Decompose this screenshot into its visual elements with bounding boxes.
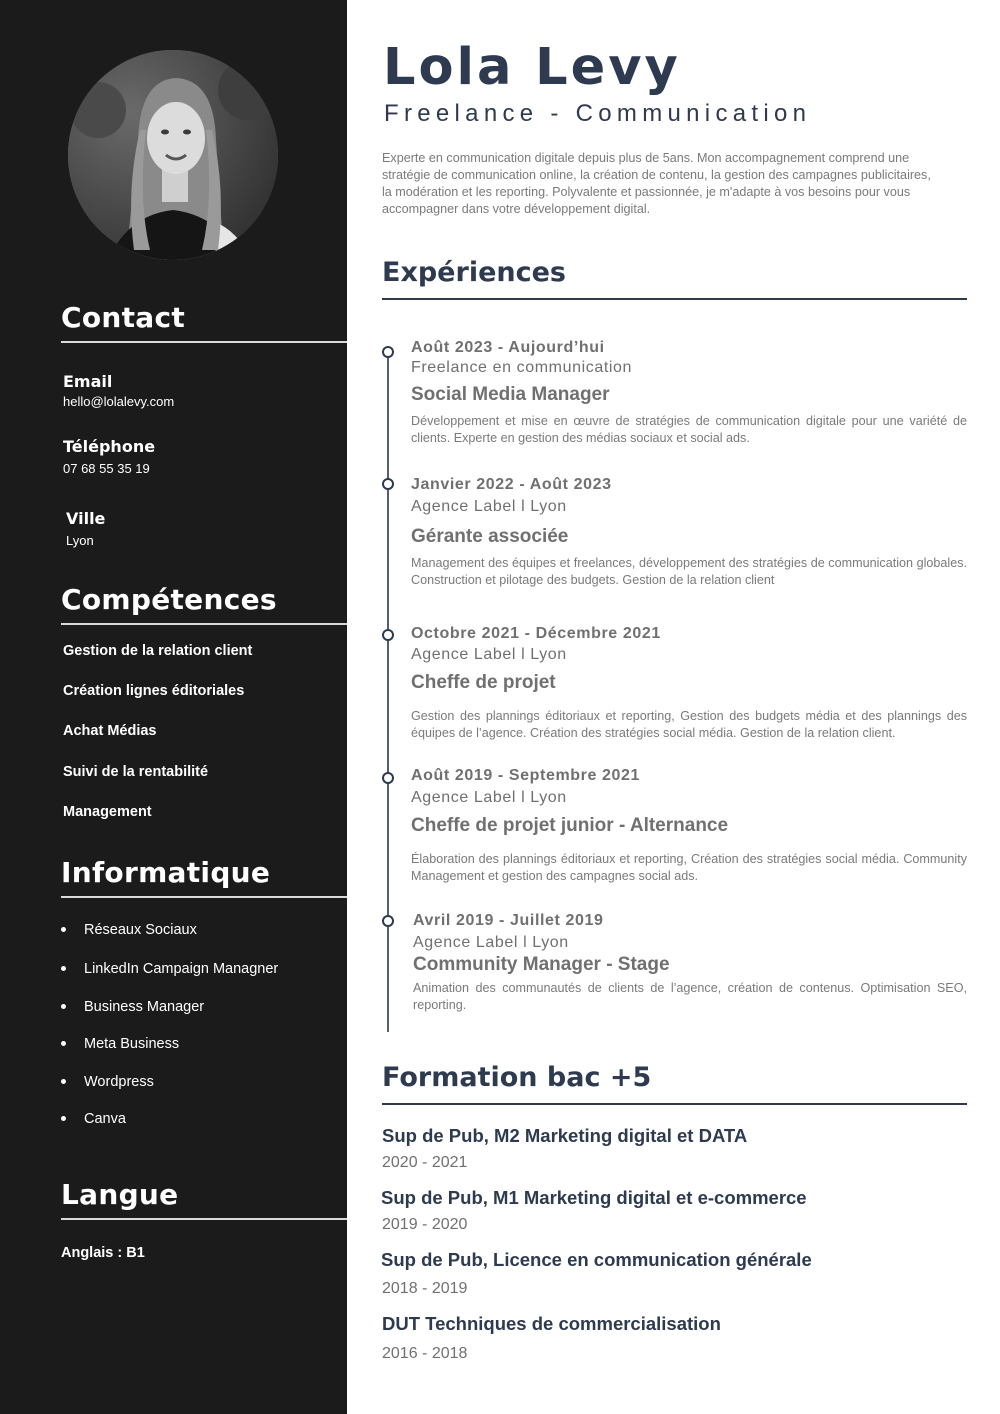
candidate-subtitle: Freelance - Communication	[384, 100, 812, 127]
it-list-item	[61, 999, 204, 1015]
experience-item	[411, 625, 967, 742]
experience-company: Agence Label l Lyon	[411, 789, 567, 806]
timeline-dot-icon	[382, 346, 394, 358]
bullet-icon	[61, 1079, 66, 1084]
timeline-dot-icon	[382, 772, 394, 784]
experience-date: Août 2023 - Aujourd’hui	[411, 339, 605, 356]
bullet-icon	[61, 1116, 66, 1121]
timeline-dot-icon	[382, 629, 394, 641]
experience-item	[411, 767, 967, 885]
profile-photo-image	[68, 50, 278, 260]
education-degree: Sup de Pub, M1 Marketing digital et e-commerce	[381, 1187, 807, 1208]
it-title: Informatique	[61, 856, 271, 889]
experience-role: Social Media Manager	[411, 384, 610, 405]
experience-company: Freelance en communication	[411, 359, 633, 376]
it-item-label: Réseaux Sociaux	[84, 922, 197, 938]
it-item-label: Meta Business	[84, 1036, 180, 1052]
city-label: Ville	[66, 509, 106, 528]
phone-label: Téléphone	[63, 437, 156, 456]
it-list-item	[61, 1074, 154, 1090]
education-degree: Sup de Pub, Licence en communication générale	[381, 1249, 812, 1270]
contact-divider	[61, 341, 347, 343]
experience-role: Gérante associée	[411, 526, 569, 547]
experience-company: Agence Label l Lyon	[413, 934, 569, 951]
experience-role: Community Manager - Stage	[413, 954, 670, 975]
candidate-name: Lola Levy	[383, 38, 681, 97]
education-years: 2016 - 2018	[382, 1345, 468, 1362]
it-list-item	[61, 961, 278, 977]
experience-item	[413, 912, 967, 1014]
bullet-icon	[61, 1041, 66, 1046]
language-title: Langue	[61, 1178, 179, 1211]
education-degree: Sup de Pub, M2 Marketing digital et DATA	[382, 1125, 748, 1146]
bullet-icon	[61, 966, 66, 971]
experience-date: Octobre 2021 - Décembre 2021	[411, 625, 661, 642]
sidebar	[0, 0, 347, 1414]
timeline-dot-icon	[382, 915, 394, 927]
experience-date: Janvier 2022 - Août 2023	[411, 476, 612, 493]
education-title: Formation bac +5	[382, 1062, 652, 1093]
experience-role: Cheffe de projet junior - Alternance	[411, 815, 729, 836]
skills-divider	[61, 623, 347, 625]
experience-role: Cheffe de projet	[411, 672, 556, 693]
timeline-dot-icon	[382, 478, 394, 490]
experience-description: Management des équipes et freelances, développement des stratégies de communication globales. Construction et pilotage des budgets. Gestion de la relation client	[411, 556, 967, 587]
it-list-item	[61, 1036, 179, 1052]
skills-title: Compétences	[61, 583, 277, 616]
email-value[interactable]: hello@lolalevy.com	[63, 394, 175, 409]
skill-item: Suivi de la rentabilité	[63, 764, 209, 780]
education-degree: DUT Techniques de commercialisation	[382, 1313, 721, 1334]
experience-item	[411, 476, 967, 589]
experience-date: Août 2019 - Septembre 2021	[411, 767, 641, 784]
it-list-item	[61, 1111, 126, 1127]
it-item-label: Canva	[84, 1111, 126, 1127]
contact-title: Contact	[61, 301, 186, 334]
education-years: 2019 - 2020	[382, 1216, 468, 1233]
experience-description: Animation des communautés de clients de l’agence, création de contenus. Optimisation SEO, reporting.	[413, 981, 967, 1012]
experience-company: Agence Label l Lyon	[411, 646, 567, 663]
it-list-item	[61, 922, 197, 938]
city-value: Lyon	[66, 533, 94, 548]
timeline-line	[387, 352, 389, 1032]
phone-value[interactable]: 07 68 55 35 19	[63, 461, 150, 476]
education-years: 2018 - 2019	[382, 1280, 468, 1297]
profile-summary: Experte en communication digitale depuis plus de 5ans. Mon accompagnement comprend une stratégie de communication online, la création de contenu, la gestion des campagnes publicitaires, la modération et les reporting. Polyvalente et passionnée, je m'adapte à vos besoins pour vous accompagner dans votre développement digital.	[382, 151, 931, 216]
bullet-icon	[61, 927, 66, 932]
skill-item: Création lignes éditoriales	[63, 683, 245, 699]
education-divider	[382, 1103, 967, 1105]
it-divider	[61, 896, 347, 898]
profile-photo	[68, 50, 278, 260]
bullet-icon	[61, 1004, 66, 1009]
it-item-label: Business Manager	[84, 999, 205, 1015]
experience-title: Expériences	[382, 257, 566, 288]
education-years: 2020 - 2021	[382, 1154, 468, 1171]
language-item: Anglais : B1	[61, 1245, 145, 1261]
skill-item: Achat Médias	[63, 723, 157, 739]
email-label: Email	[63, 372, 113, 391]
experience-description: Gestion des plannings éditoriaux et reporting, Gestion des budgets média et des plannings des équipes de l’agence. Création des stratégies social média. Gestion de la relation client.	[411, 709, 967, 740]
experience-date: Avril 2019 - Juillet 2019	[413, 912, 604, 929]
experience-company: Agence Label l Lyon	[411, 498, 567, 515]
experience-description: Développement et mise en œuvre de stratégies de communication digitale pour une variété de clients. Experte en gestion des médias sociaux et social ads.	[411, 414, 967, 445]
experience-divider	[382, 298, 967, 300]
language-divider	[61, 1218, 347, 1220]
it-item-label: LinkedIn Campaign Managner	[84, 961, 279, 977]
skill-item: Management	[63, 804, 152, 820]
skill-item: Gestion de la relation client	[63, 643, 253, 659]
experience-description: Élaboration des plannings éditoriaux et reporting, Création des stratégies social média. Community Management et gestion des campagnes social ads.	[411, 852, 967, 883]
it-item-label: Wordpress	[84, 1074, 154, 1090]
experience-item	[411, 339, 967, 447]
